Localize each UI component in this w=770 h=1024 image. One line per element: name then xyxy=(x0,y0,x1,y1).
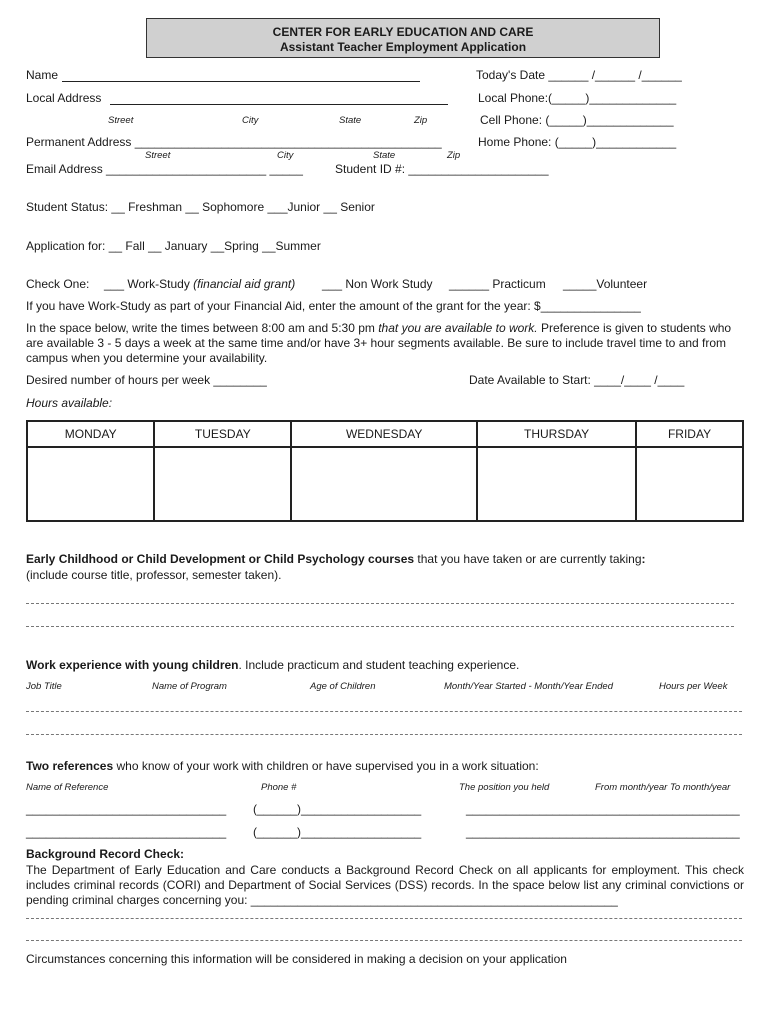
local-zip-caption: Zip xyxy=(414,115,428,126)
todays-date-field[interactable]: Today's Date ______ /______ /______ xyxy=(476,68,682,82)
form-title: CENTER FOR EARLY EDUCATION AND CARE xyxy=(272,25,534,39)
name-field[interactable] xyxy=(62,81,420,82)
local-phone-field[interactable]: Local Phone:(_____)_____________ xyxy=(478,91,677,105)
day-header: THURSDAY xyxy=(477,421,636,447)
col-hours-per-week: Hours per Week xyxy=(659,681,728,692)
courses-heading xyxy=(26,552,646,566)
col-job-title: Job Title xyxy=(26,681,62,692)
perm-city-caption: City xyxy=(277,150,294,161)
day-header: FRIDAY xyxy=(636,421,743,447)
cell-phone-field[interactable]: Cell Phone: (_____)_____________ xyxy=(480,113,674,127)
background-line-2[interactable] xyxy=(26,940,742,941)
day-header: WEDNESDAY xyxy=(291,421,477,447)
references-heading xyxy=(26,759,539,773)
courses-heading-colon: : xyxy=(641,552,646,566)
hours-available-label: Hours available: xyxy=(26,396,113,410)
col-reference-name: Name of Reference xyxy=(26,782,109,793)
reference-2-phone[interactable]: (______)__________________ xyxy=(253,825,422,839)
desired-hours-field[interactable]: Desired number of hours per week ________ xyxy=(26,373,267,387)
hours-available-table xyxy=(26,420,744,522)
local-state-caption: State xyxy=(339,115,362,126)
day-header: MONDAY xyxy=(27,421,154,447)
local-address-field[interactable] xyxy=(110,104,448,105)
work-study-text: ___ Work-Study xyxy=(104,277,194,291)
table-header-row xyxy=(27,421,743,447)
col-phone: Phone # xyxy=(261,782,297,793)
student-id-field[interactable]: Student ID #: _____________________ xyxy=(335,162,549,176)
background-footer-note: Circumstances concerning this information will be considered in making a decision on your application xyxy=(26,952,567,966)
local-city-caption: City xyxy=(242,115,259,126)
name-label: Name xyxy=(26,68,59,82)
reference-2-position[interactable]: _________________________________________ xyxy=(466,825,740,839)
avail-text-2: Preference is given to students who are available 3 - 5 days a week at the same time and/or have 3+ hour segments available. Be sure to include travel time to and from campus when you determine your availability. xyxy=(26,321,732,365)
background-check-paragraph xyxy=(26,863,744,908)
perm-street-caption: Street xyxy=(145,150,171,161)
work-study-option[interactable] xyxy=(104,277,295,291)
courses-heading-rest: that you have taken or are currently taking xyxy=(414,552,642,566)
check-one-label: Check One: xyxy=(26,277,90,291)
day-header: TUESDAY xyxy=(154,421,291,447)
work-experience-heading xyxy=(26,658,519,672)
volunteer-blank: _____ xyxy=(563,277,597,291)
work-exp-rest: . Include practicum and student teaching experience. xyxy=(238,658,520,672)
perm-zip-caption: Zip xyxy=(447,150,461,161)
email-address-field[interactable]: Email Address ________________________ _____ xyxy=(26,162,303,176)
work-study-amount-field[interactable]: If you have Work-Study as part of your Financial Aid, enter the amount of the grant for the year: $_______________ xyxy=(26,299,641,313)
non-work-study-option[interactable]: ___ Non Work Study xyxy=(322,277,433,291)
volunteer-option[interactable] xyxy=(563,277,647,291)
home-phone-field[interactable]: Home Phone: (_____)____________ xyxy=(478,135,677,149)
work-exp-line-1[interactable] xyxy=(26,711,742,712)
courses-heading-bold: Early Childhood or Child Development or Child Psychology courses xyxy=(26,552,415,566)
friday-hours-cell[interactable] xyxy=(636,447,743,521)
background-inline-blank[interactable]: _______________________________________________________ xyxy=(250,893,618,907)
col-position: The position you held xyxy=(459,782,550,793)
application-for-options[interactable]: Application for: __ Fall __ January __Spring __Summer xyxy=(26,239,321,253)
date-available-field[interactable]: Date Available to Start: ____/____ /____ xyxy=(469,373,685,387)
work-study-note: (financial aid grant) xyxy=(193,277,296,291)
work-exp-bold: Work experience with young children xyxy=(26,658,239,672)
courses-instructions: (include course title, professor, semester taken). xyxy=(26,568,282,582)
col-dates: Month/Year Started - Month/Year Ended xyxy=(444,681,613,692)
references-rest: who know of your work with children or have supervised you in a work situation: xyxy=(113,759,539,773)
col-program-name: Name of Program xyxy=(152,681,227,692)
avail-italic: that you are available to work. xyxy=(378,321,538,335)
practicum-option[interactable]: ______ Practicum xyxy=(449,277,546,291)
reference-2-name[interactable]: ______________________________ xyxy=(26,825,227,839)
work-exp-line-2[interactable] xyxy=(26,734,742,735)
volunteer-label: Volunteer xyxy=(596,277,648,291)
availability-instructions xyxy=(26,321,744,366)
reference-1-name[interactable]: ______________________________ xyxy=(26,802,227,816)
avail-text-1: In the space below, write the times between 8:00 am and 5:30 pm xyxy=(26,321,379,335)
form-subtitle: Assistant Teacher Employment Application xyxy=(279,40,527,54)
background-text: The Department of Early Education and Care conducts a Background Record Check on all applicants for employment. This check includes criminal records (CORI) and Department of Social Services (DSS) records. In the space below list any criminal convictions or pending criminal charges concerning you: xyxy=(26,863,744,907)
local-street-caption: Street xyxy=(108,115,134,126)
reference-1-phone[interactable]: (______)__________________ xyxy=(253,802,422,816)
col-age-of-children: Age of Children xyxy=(310,681,376,692)
background-line-1[interactable] xyxy=(26,918,742,919)
form-header xyxy=(146,18,660,58)
perm-state-caption: State xyxy=(373,150,396,161)
table-row xyxy=(27,447,743,521)
courses-line-2[interactable] xyxy=(26,626,734,627)
monday-hours-cell[interactable] xyxy=(27,447,154,521)
background-check-title: Background Record Check: xyxy=(26,847,185,861)
reference-1-position[interactable]: _________________________________________ xyxy=(466,802,740,816)
references-bold: Two references xyxy=(26,759,114,773)
courses-line-1[interactable] xyxy=(26,603,734,604)
permanent-address-field[interactable]: Permanent Address ______________________________________________ xyxy=(26,135,442,149)
tuesday-hours-cell[interactable] xyxy=(154,447,291,521)
thursday-hours-cell[interactable] xyxy=(477,447,636,521)
local-address-label: Local Address xyxy=(26,91,102,105)
col-from-to: From month/year To month/year xyxy=(595,782,731,793)
student-status-options[interactable]: Student Status: __ Freshman __ Sophomore ___Junior __ Senior xyxy=(26,200,375,214)
wednesday-hours-cell[interactable] xyxy=(291,447,477,521)
